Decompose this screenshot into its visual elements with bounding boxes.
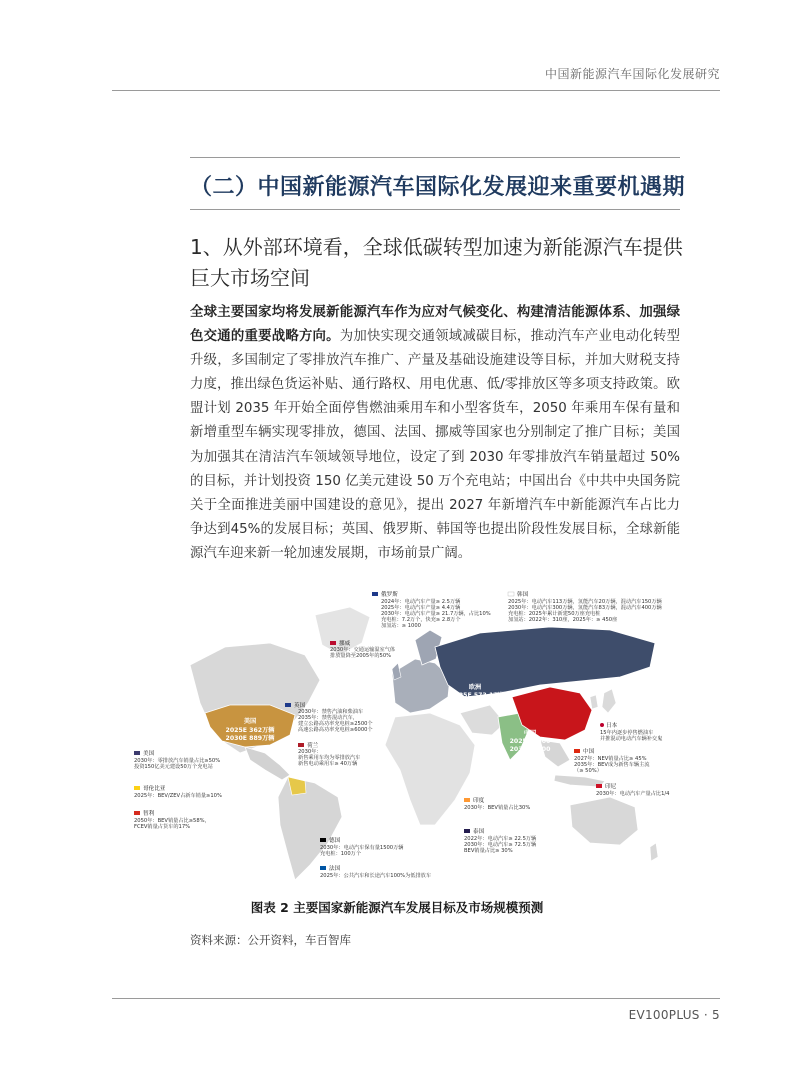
svg-text:2030年：零排放汽车销量占比≥50%: 2030年：零排放汽车销量占比≥50%	[134, 758, 221, 764]
figure-caption: 图表 2 主要国家新能源汽车发展目标及市场规模预测	[250, 900, 544, 915]
svg-text:15年内逐步停售燃油车: 15年内逐步停售燃油车	[600, 730, 654, 736]
section-rule-bottom	[190, 209, 680, 210]
svg-text:荷兰: 荷兰	[307, 743, 319, 749]
body-text: 为加快实现交通领域减碳目标，推动汽车产业电动化转型升级，多国制定了零排放汽车推广、产量及基础设施建设等目标，并加大财税支持力度，推出绿色货运补贴、通行路权、用电优惠、低/零排放区等多项支持政策。欧盟计划 2035 年开始全面停售燃油乘用车和小型客货车，2050 年乘用车保有量和新增重型车辆实现零排放，德国、法国、挪威等国家也分别制定了推广目标；美国为加强其在清洁汽车领域领导地位，设定了到 2030 年零排放汽车销量超过 50%的目标，并计划投资 150 亿美元建设 50 万个充电站；中国出台《中共中央国务院关于全面推进美丽中国建设的意见》，提出 2027 年新增汽车中新能源汽车占比力争达到45%的发展目标；英国、俄罗斯、韩国等也提出阶段性发展目标，全球新能源汽车迎来新一轮加速发展期，市场前景广阔。	[190, 329, 681, 561]
us-bubble-name: 美国	[243, 718, 257, 725]
svg-text:建立公路高功率充电桩≥2500个: 建立公路高功率充电桩≥2500个	[298, 721, 373, 727]
svg-text:2030年：交通运输温室气体: 2030年：交通运输温室气体	[330, 647, 396, 653]
svg-text:印尼: 印尼	[605, 784, 617, 790]
world-map	[130, 585, 685, 890]
svg-text:2050年：BEV销量占比≥58%，: 2050年：BEV销量占比≥58%，	[134, 818, 210, 824]
netherlands-flag-icon	[298, 743, 304, 747]
svg-text:排放量降至2005年的50%: 排放量降至2005年的50%	[330, 653, 392, 659]
svg-text:BEV销量占比≥ 30%: BEV销量占比≥ 30%	[464, 848, 513, 854]
svg-text:法国: 法国	[329, 866, 341, 872]
svg-text:充电桩：2025年累计新建50万座充电桩: 充电桩：2025年累计新建50万座充电桩	[508, 611, 601, 617]
colombia-flag-icon	[134, 786, 140, 790]
svg-text:加氢站：2022年：310座，2025年：≥ 450座: 加氢站：2022年：310座，2025年：≥ 450座	[508, 617, 618, 623]
svg-text:2030年：电动汽车300万辆，氢能汽车83万辆，混动汽车4: 2030年：电动汽车300万辆，氢能汽车83万辆，混动汽车400万辆	[508, 605, 662, 611]
eu-bubble-line1: 2025E 573.1万辆	[450, 692, 506, 699]
cn-bubble-name: 中国	[523, 730, 537, 737]
svg-text:2030年：电动汽车≥ 72.5万辆: 2030年：电动汽车≥ 72.5万辆	[464, 842, 537, 848]
svg-text:2025年：BEV/ZEV占新车销量≥10%: 2025年：BEV/ZEV占新车销量≥10%	[134, 793, 222, 799]
svg-text:2030年：电动汽车产量占比1/4: 2030年：电动汽车产量占比1/4	[596, 791, 670, 797]
svg-text:2030年：电动汽车保有量1500万辆: 2030年：电动汽车保有量1500万辆	[320, 845, 404, 851]
svg-text:俄罗斯: 俄罗斯	[381, 592, 398, 598]
us-bubble-line2: 2030E 889万辆	[225, 735, 275, 742]
svg-text:泰国: 泰国	[473, 829, 485, 835]
svg-text:2027年：NEV销量占比≥ 45%: 2027年：NEV销量占比≥ 45%	[574, 756, 647, 762]
svg-text:2024年：电动汽车产量≥ 2.5万辆: 2024年：电动汽车产量≥ 2.5万辆	[381, 599, 461, 605]
world-map-figure	[130, 585, 685, 890]
svg-text:2025年：电动汽车产量≥ 4.4万辆: 2025年：电动汽车产量≥ 4.4万辆	[381, 605, 461, 611]
eu-bubble-line2: 2030E 1204万辆	[451, 700, 505, 707]
svg-text:挪威: 挪威	[339, 641, 351, 647]
svg-text:FCEV销量占货车的17%: FCEV销量占货车的17%	[134, 824, 191, 830]
svg-text:日本: 日本	[606, 723, 618, 729]
svg-text:高速公路高功率充电桩≥6000个: 高速公路高功率充电桩≥6000个	[298, 727, 373, 733]
germany-flag-icon	[320, 838, 326, 842]
svg-text:2035年：禁售混动汽车，: 2035年：禁售混动汽车，	[298, 715, 358, 721]
chile-flag-icon	[134, 811, 140, 815]
svg-text:投资150亿美元建设50万个充电站: 投资150亿美元建设50万个充电站	[134, 764, 213, 770]
svg-text:加氢站：≥ 1000: 加氢站：≥ 1000	[381, 623, 421, 629]
svg-text:英国: 英国	[294, 703, 306, 709]
svg-text:2022年：电动汽车≥ 22.5万辆: 2022年：电动汽车≥ 22.5万辆	[464, 836, 537, 842]
svg-text:美国: 美国	[143, 751, 155, 757]
uk-flag-icon	[285, 703, 291, 707]
svg-text:并推混动电动汽车辆补交鬼: 并推混动电动汽车辆补交鬼	[600, 736, 663, 742]
korea-flag-icon	[508, 592, 514, 596]
us-bubble-line1: 2025E 362万辆	[225, 727, 275, 734]
svg-text:新售乘用车均为零排放汽车: 新售乘用车均为零排放汽车	[298, 755, 361, 761]
svg-text:德国: 德国	[329, 838, 341, 844]
thailand-flag-icon	[464, 829, 470, 833]
body-lead-sentence: 全球主要国家均将发展新能源汽车作为应对气候变化、构建清洁能源体系、加强绿色交通的重要战略方向。	[190, 305, 680, 345]
svg-text:2035年：BEV成为新售车辆主流: 2035年：BEV成为新售车辆主流	[574, 762, 650, 768]
japan-flag-icon	[600, 723, 604, 727]
svg-text:韩国: 韩国	[517, 592, 529, 598]
header-rule	[112, 90, 720, 91]
indonesia-flag-icon	[596, 784, 602, 788]
svg-text:（≥ 50%）: （≥ 50%）	[574, 768, 602, 774]
svg-text:哥伦比亚: 哥伦比亚	[143, 786, 166, 792]
source-note: 资料来源：公开资料，车百智库	[190, 933, 351, 947]
running-header: 中国新能源汽车国际化发展研究	[544, 67, 720, 81]
china-flag-icon	[574, 749, 580, 753]
svg-text:中国: 中国	[583, 749, 595, 755]
subsection-heading: 1、从外部环境看，全球低碳转型加速为新能源汽车提供巨大市场空间	[190, 235, 683, 290]
section-heading: （二）中国新能源汽车国际化发展迎来重要机遇期	[190, 175, 686, 200]
section-rule-top	[190, 157, 680, 158]
svg-text:印度: 印度	[473, 798, 485, 804]
svg-text:2025年：公共汽车和长途汽车100%为低排放车: 2025年：公共汽车和长途汽车100%为低排放车	[320, 873, 432, 879]
france-flag-icon	[320, 866, 326, 870]
svg-text:2030年：禁售汽油和柴油车: 2030年：禁售汽油和柴油车	[298, 709, 364, 715]
svg-text:2030年：BEV销量占比30%: 2030年：BEV销量占比30%	[464, 805, 531, 811]
svg-text:2030年：电动汽车产量≥ 21.7万辆，占比10%: 2030年：电动汽车产量≥ 21.7万辆，占比10%	[381, 611, 491, 617]
russia-flag-icon	[372, 592, 378, 596]
svg-text:智利: 智利	[143, 811, 155, 817]
cn-bubble-line1: 2025E 1500	[509, 738, 551, 745]
footer-page-number: EV100PLUS · 5	[628, 1008, 720, 1022]
usa-flag-icon	[134, 751, 140, 755]
norway-flag-icon	[330, 641, 336, 645]
cn-bubble-line2: 2030E 2400	[509, 746, 551, 753]
india-flag-icon	[464, 798, 470, 802]
svg-text:新售电动乘用车≥ 40万辆: 新售电动乘用车≥ 40万辆	[298, 761, 358, 767]
svg-text:2025年：电动汽车113万辆，氢能汽车20万辆，混动汽车1: 2025年：电动汽车113万辆，氢能汽车20万辆，混动汽车150万辆	[508, 599, 662, 605]
eu-bubble-name: 欧洲	[468, 684, 482, 691]
svg-text:2030年：: 2030年：	[298, 749, 322, 755]
svg-text:充电桩：100万个: 充电桩：100万个	[320, 851, 362, 857]
svg-text:充电桩：7.2万个，快充≥ 2.8万个: 充电桩：7.2万个，快充≥ 2.8万个	[381, 617, 461, 623]
body-paragraph	[190, 301, 680, 566]
footer-rule	[112, 998, 720, 999]
